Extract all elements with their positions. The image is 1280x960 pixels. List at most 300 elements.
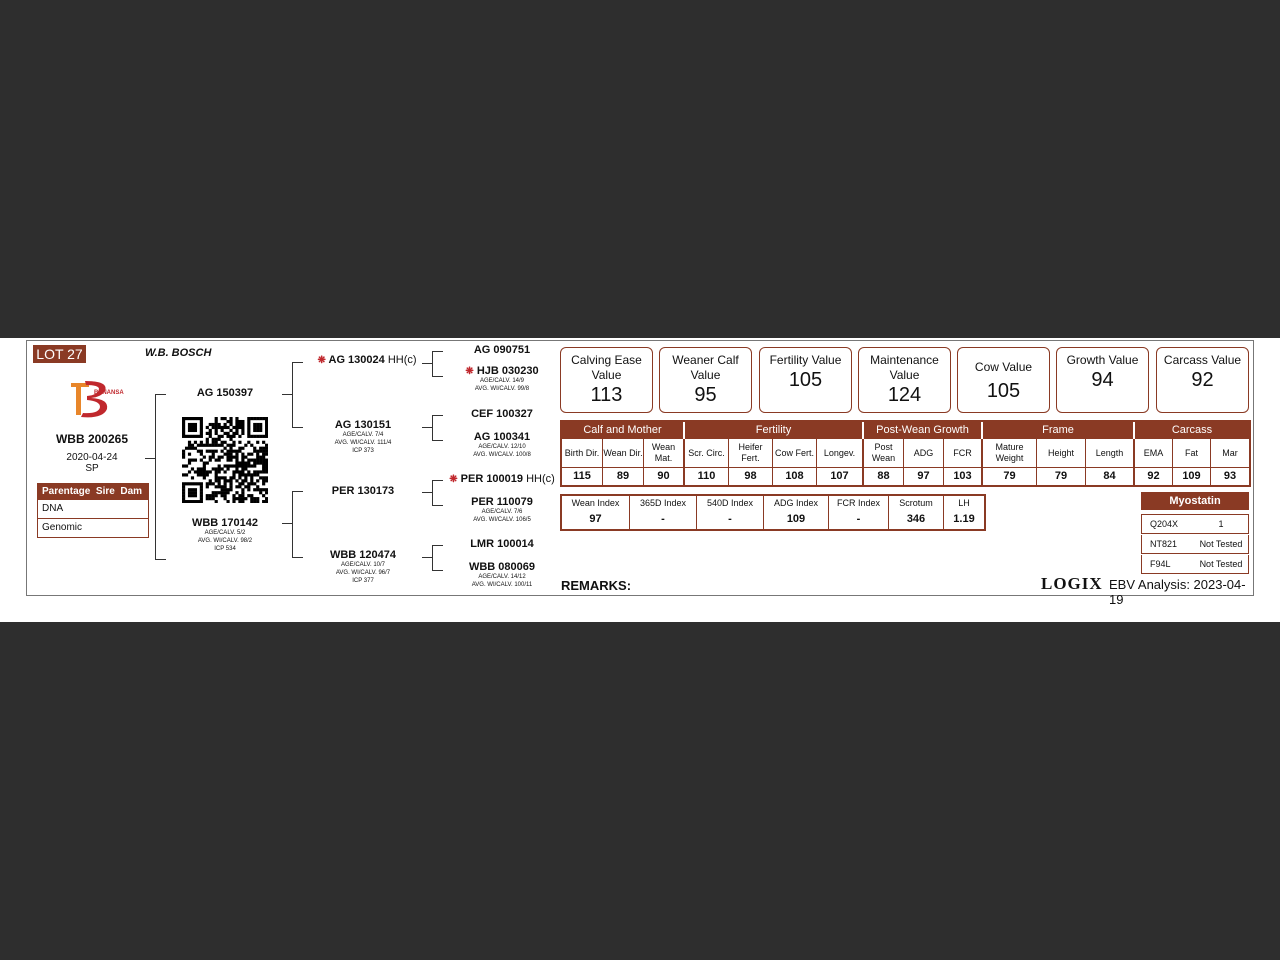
qr-module	[238, 441, 241, 444]
qr-module	[188, 459, 191, 462]
qr-module	[265, 459, 268, 462]
pedigree-sss: AG 090751	[473, 344, 531, 356]
qr-module	[188, 435, 191, 438]
value-box	[659, 347, 752, 413]
qr-module	[215, 491, 218, 494]
qr-module	[194, 459, 197, 462]
index-name: Wean Index	[571, 498, 620, 508]
qr-module	[229, 444, 232, 447]
qr-module	[188, 426, 191, 429]
qr-module	[188, 470, 191, 473]
qr-module	[265, 488, 268, 491]
qr-module	[253, 459, 256, 462]
myostatin-row	[1141, 555, 1249, 574]
qr-module	[188, 491, 191, 494]
qr-module	[265, 444, 268, 447]
pedigree-sds: CEF 100327	[471, 408, 533, 420]
qr-module	[200, 417, 203, 420]
qr-module	[235, 420, 238, 423]
qr-module	[197, 467, 200, 470]
qr-module	[191, 488, 194, 491]
qr-module	[200, 429, 203, 432]
pedigree-bracket	[155, 394, 166, 560]
parentage-row-genomic: Genomic	[38, 518, 148, 537]
value-box-title: Fertility Value	[769, 353, 842, 367]
qr-module	[200, 470, 203, 473]
qr-module	[209, 459, 212, 462]
qr-module	[256, 423, 259, 426]
qr-module	[265, 479, 268, 482]
qr-module	[265, 435, 268, 438]
ebv-cell	[1135, 439, 1173, 485]
qr-module	[215, 420, 218, 423]
ebv-value: 90	[657, 470, 670, 482]
qr-module	[200, 485, 203, 488]
qr-module	[185, 435, 188, 438]
ebv-value: 98	[744, 470, 757, 482]
pedigree-ss-id: AG 130024	[328, 354, 385, 366]
index-value: 97	[589, 513, 602, 525]
ebv-value: 84	[1103, 470, 1116, 482]
index-name: 540D Index	[706, 498, 754, 508]
qr-module	[256, 500, 259, 503]
pedigree-dss-id: PER 100019	[460, 473, 524, 485]
ebv-cell	[1211, 439, 1249, 485]
qr-module	[235, 423, 238, 426]
qr-module	[232, 456, 235, 459]
ebv-value: 93	[1223, 470, 1237, 482]
qr-module	[209, 423, 212, 426]
qr-module	[194, 491, 197, 494]
qr-module	[229, 482, 232, 485]
qr-module	[238, 476, 241, 479]
value-box-title: Carcass Value	[1163, 353, 1242, 367]
qr-module	[212, 494, 215, 497]
index-cell	[829, 496, 889, 529]
qr-module	[226, 488, 229, 491]
qr-module	[212, 444, 215, 447]
value-box-value: 105	[986, 380, 1021, 402]
qr-module	[247, 453, 250, 456]
pedigree-bracket	[292, 491, 303, 558]
qr-module	[215, 470, 218, 473]
qr-module	[182, 435, 185, 438]
pedigree-dam-stat: ICP 534	[214, 546, 236, 552]
qr-module	[241, 479, 244, 482]
ebv-name: Cow Fert.	[773, 439, 816, 468]
qr-module	[194, 441, 197, 444]
qr-module	[182, 432, 185, 435]
qr-module	[215, 432, 218, 435]
qr-module	[209, 429, 212, 432]
qr-module	[253, 423, 256, 426]
qr-module	[221, 467, 224, 470]
qr-module	[238, 447, 241, 450]
qr-module	[247, 464, 250, 467]
qr-module	[206, 426, 209, 429]
qr-module	[215, 426, 218, 429]
qr-module	[229, 429, 232, 432]
qr-module	[182, 456, 185, 459]
logo-text: BENANSA	[94, 390, 124, 396]
ebv-cell	[983, 439, 1037, 485]
qr-module	[229, 459, 232, 462]
qr-module	[250, 494, 253, 497]
qr-module	[200, 497, 203, 500]
qr-module	[229, 479, 232, 482]
qr-module	[191, 500, 194, 503]
pedigree-ss	[312, 354, 422, 366]
pedigree-sire: AG 150397	[196, 387, 254, 399]
qr-module	[235, 450, 238, 453]
qr-module	[200, 494, 203, 497]
qr-module	[235, 417, 238, 420]
qr-module	[232, 450, 235, 453]
index-table	[560, 494, 986, 531]
ebv-cell	[729, 439, 773, 485]
pedigree-dds: LMR 100014	[470, 538, 534, 550]
value-box-title: Calving Ease Value	[571, 353, 642, 382]
value-box	[759, 347, 852, 413]
qr-module	[226, 467, 229, 470]
qr-module	[262, 441, 265, 444]
qr-module	[191, 494, 194, 497]
qr-module	[265, 464, 268, 467]
qr-module	[182, 497, 185, 500]
qr-module	[224, 417, 227, 420]
qr-module	[262, 479, 265, 482]
ebv-name: Mar	[1211, 439, 1249, 468]
qr-code-icon	[182, 417, 268, 503]
qr-module	[235, 479, 238, 482]
qr-module	[247, 482, 250, 485]
qr-module	[209, 482, 212, 485]
qr-module	[253, 447, 256, 450]
qr-module	[209, 435, 212, 438]
index-cell	[944, 496, 984, 529]
qr-module	[244, 479, 247, 482]
carrier-icon: ❋	[317, 355, 326, 366]
qr-module	[262, 467, 265, 470]
qr-module	[188, 423, 191, 426]
qr-module	[191, 417, 194, 420]
qr-module	[197, 470, 200, 473]
qr-module	[247, 470, 250, 473]
qr-module	[194, 488, 197, 491]
qr-module	[224, 497, 227, 500]
qr-module	[191, 447, 194, 450]
ebv-group-post-wean: Post-Wean Growth	[864, 422, 983, 439]
qr-module	[203, 473, 206, 476]
qr-module	[241, 488, 244, 491]
qr-module	[212, 441, 215, 444]
qr-module	[247, 461, 250, 464]
qr-module	[232, 497, 235, 500]
qr-module	[206, 432, 209, 435]
qr-module	[256, 488, 259, 491]
ebv-value: 109	[1182, 470, 1201, 482]
qr-module	[215, 438, 218, 441]
qr-module	[238, 420, 241, 423]
qr-module	[182, 494, 185, 497]
pedigree-dsd-stat: AGE/CALV. 7/6	[481, 509, 523, 515]
qr-module	[265, 467, 268, 470]
qr-module	[215, 459, 218, 462]
pedigree-connector	[145, 458, 155, 459]
myostatin-gene: NT821	[1150, 539, 1178, 549]
qr-module	[247, 417, 250, 420]
qr-module	[226, 432, 229, 435]
index-value: 1.19	[953, 513, 975, 525]
pedigree-ds: PER 130173	[331, 485, 395, 497]
pedigree-connector	[282, 523, 292, 524]
qr-module	[265, 447, 268, 450]
qr-module	[253, 473, 256, 476]
qr-module	[265, 423, 268, 426]
qr-module	[182, 426, 185, 429]
qr-module	[194, 417, 197, 420]
qr-module	[218, 479, 221, 482]
pedigree-sdd-id: AG 100341	[473, 431, 531, 443]
qr-module	[203, 461, 206, 464]
qr-module	[188, 482, 191, 485]
ebv-name: ADG	[904, 439, 943, 468]
pedigree-dsd-id: PER 110079	[471, 496, 533, 508]
qr-module	[215, 429, 218, 432]
qr-module	[229, 485, 232, 488]
qr-module	[262, 459, 265, 462]
qr-module	[188, 417, 191, 420]
pedigree-dam	[177, 517, 273, 553]
qr-module	[188, 453, 191, 456]
qr-module	[218, 470, 221, 473]
ebv-value: 115	[573, 470, 591, 482]
qr-module	[218, 438, 221, 441]
myostatin-result: Not Tested	[1199, 559, 1243, 569]
qr-module	[235, 429, 238, 432]
qr-module	[262, 461, 265, 464]
qr-module	[226, 464, 229, 467]
qr-module	[221, 441, 224, 444]
qr-module	[188, 429, 191, 432]
ebv-value: 107	[830, 470, 849, 482]
index-cell	[697, 496, 764, 529]
qr-module	[247, 473, 250, 476]
qr-module	[194, 500, 197, 503]
qr-module	[212, 482, 215, 485]
value-box-title: Maintenance Value	[870, 353, 939, 382]
qr-module	[224, 476, 227, 479]
index-name: Scrotum	[899, 498, 933, 508]
qr-module	[197, 450, 200, 453]
qr-module	[265, 470, 268, 473]
qr-module	[253, 417, 256, 420]
qr-module	[241, 494, 244, 497]
pedigree-dd	[312, 549, 414, 585]
analysis-date: EBV Analysis: 2023-04-19	[1109, 577, 1246, 607]
qr-module	[256, 441, 259, 444]
qr-module	[265, 450, 268, 453]
qr-module	[200, 482, 203, 485]
qr-module	[200, 491, 203, 494]
qr-module	[226, 450, 229, 453]
qr-module	[182, 488, 185, 491]
qr-module	[247, 485, 250, 488]
qr-module	[232, 426, 235, 429]
qr-module	[182, 429, 185, 432]
qr-module	[253, 450, 256, 453]
qr-module	[215, 494, 218, 497]
qr-module	[232, 500, 235, 503]
ebv-name: EMA	[1135, 439, 1172, 468]
pedigree-sd-id: AG 130151	[334, 419, 392, 431]
qr-module	[247, 420, 250, 423]
index-value: -	[728, 513, 732, 525]
pedigree-connector	[422, 492, 432, 493]
qr-module	[235, 453, 238, 456]
pedigree-sdd-stat: AGE/CALV. 12/10	[478, 444, 526, 450]
qr-module	[259, 447, 262, 450]
remarks-label: REMARKS:	[561, 578, 632, 593]
value-box-value: 94	[1091, 369, 1114, 391]
qr-module	[253, 435, 256, 438]
myostatin-gene: Q204X	[1150, 519, 1179, 529]
qr-module	[241, 432, 244, 435]
qr-module	[253, 426, 256, 429]
qr-module	[247, 423, 250, 426]
qr-module	[229, 438, 232, 441]
qr-module	[200, 426, 203, 429]
ebv-cell	[904, 439, 944, 485]
qr-module	[229, 420, 232, 423]
qr-module	[250, 464, 253, 467]
animal-id: WBB 200265	[55, 432, 129, 446]
qr-module	[226, 444, 229, 447]
pedigree-ddd	[449, 561, 555, 589]
parentage-dam: Dam	[120, 486, 143, 497]
qr-module	[262, 435, 265, 438]
pedigree-bracket	[432, 351, 443, 377]
qr-module	[191, 423, 194, 426]
qr-module	[212, 438, 215, 441]
logo-icon	[65, 377, 125, 421]
qr-module	[259, 476, 262, 479]
qr-module	[218, 464, 221, 467]
qr-module	[256, 459, 259, 462]
qr-module	[206, 494, 209, 497]
qr-module	[221, 429, 224, 432]
qr-module	[256, 450, 259, 453]
qr-module	[253, 497, 256, 500]
qr-module	[244, 485, 247, 488]
qr-module	[229, 423, 232, 426]
qr-module	[241, 429, 244, 432]
qr-module	[238, 473, 241, 476]
qr-module	[194, 429, 197, 432]
qr-module	[241, 461, 244, 464]
qr-module	[188, 441, 191, 444]
qr-module	[200, 444, 203, 447]
ebv-name: Wean Dir.	[603, 439, 643, 468]
qr-module	[221, 435, 224, 438]
qr-module	[206, 441, 209, 444]
index-name: 365D Index	[639, 498, 687, 508]
ebv-cell	[817, 439, 864, 485]
value-box-value: 113	[590, 384, 623, 406]
parentage-title: Parentage	[42, 486, 91, 497]
qr-module	[226, 459, 229, 462]
qr-module	[209, 456, 212, 459]
ebv-value: 108	[785, 470, 804, 482]
qr-module	[259, 423, 262, 426]
myostatin-title: Myostatin	[1141, 492, 1249, 510]
qr-module	[235, 497, 238, 500]
myostatin-gene: F94L	[1150, 559, 1171, 569]
ebv-name: Post Wean	[864, 439, 903, 468]
qr-module	[218, 459, 221, 462]
ebv-group-calf-mother: Calf and Mother	[562, 422, 685, 439]
qr-module	[253, 488, 256, 491]
qr-module	[232, 441, 235, 444]
pedigree-sd-stat: ICP 373	[352, 448, 374, 454]
qr-module	[224, 494, 227, 497]
carrier-icon: ❋	[449, 474, 458, 485]
qr-module	[185, 482, 188, 485]
ebv-name: Height	[1037, 439, 1085, 468]
qr-module	[250, 479, 253, 482]
qr-module	[229, 488, 232, 491]
qr-module	[250, 473, 253, 476]
qr-module	[229, 456, 232, 459]
qr-module	[235, 470, 238, 473]
qr-module	[226, 426, 229, 429]
qr-module	[224, 488, 227, 491]
qr-module	[212, 467, 215, 470]
qr-module	[244, 461, 247, 464]
pedigree-sdd-stat: AVG. WI/CALV. 100/8	[473, 452, 531, 458]
qr-module	[221, 488, 224, 491]
pedigree-dsd	[449, 496, 555, 524]
qr-module	[218, 426, 221, 429]
qr-module	[262, 500, 265, 503]
qr-module	[247, 435, 250, 438]
qr-module	[241, 447, 244, 450]
value-box	[858, 347, 951, 413]
qr-module	[221, 417, 224, 420]
qr-module	[265, 491, 268, 494]
qr-module	[215, 444, 218, 447]
qr-module	[194, 494, 197, 497]
qr-module	[182, 500, 185, 503]
parentage-header	[38, 484, 148, 499]
ebv-group-frame: Frame	[983, 422, 1135, 439]
qr-module	[218, 467, 221, 470]
pedigree-dss	[447, 473, 557, 485]
qr-module	[224, 470, 227, 473]
qr-module	[221, 450, 224, 453]
qr-module	[197, 482, 200, 485]
qr-module	[250, 453, 253, 456]
index-name: LH	[958, 498, 970, 508]
animal-type: SP	[85, 463, 99, 474]
ebv-name: Mature Weight	[983, 439, 1036, 468]
qr-module	[265, 417, 268, 420]
myostatin-row	[1141, 535, 1249, 554]
ebv-cell	[562, 439, 603, 485]
ebv-value: 88	[877, 470, 890, 482]
qr-module	[265, 432, 268, 435]
qr-module	[247, 494, 250, 497]
